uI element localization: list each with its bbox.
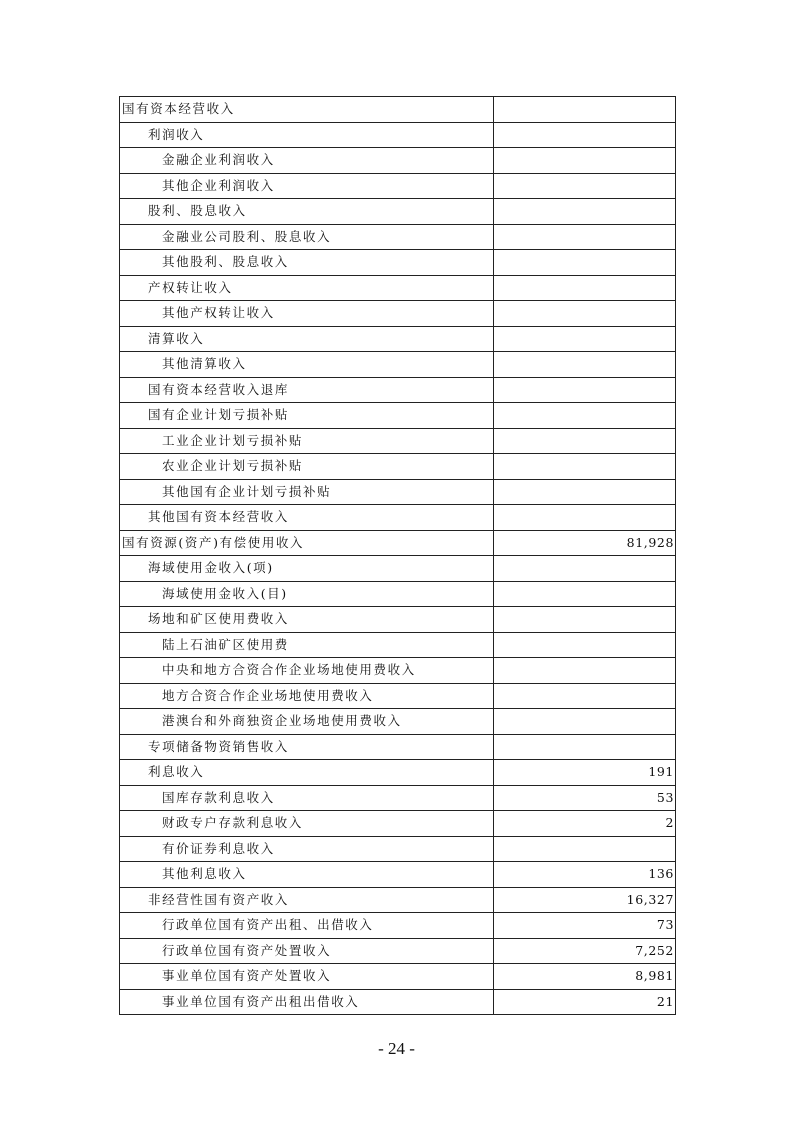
item-name-cell: 利润收入 (120, 122, 494, 148)
amount-cell (494, 734, 676, 760)
amount-cell (494, 428, 676, 454)
table-row (120, 224, 676, 250)
table-row (120, 301, 676, 327)
item-name-cell: 行政单位国有资产处置收入 (120, 938, 494, 964)
item-name-cell: 国有资源(资产)有偿使用收入 (120, 530, 494, 556)
budget-table (119, 96, 676, 1015)
amount-cell (494, 403, 676, 429)
item-name-cell: 其他国有企业计划亏损补贴 (120, 479, 494, 505)
table-row (120, 454, 676, 480)
item-name-cell: 金融企业利润收入 (120, 148, 494, 174)
item-name-cell: 农业企业计划亏损补贴 (120, 454, 494, 480)
table-row (120, 709, 676, 735)
table-row (120, 148, 676, 174)
item-name-cell: 事业单位国有资产出租出借收入 (120, 989, 494, 1015)
table-row (120, 530, 676, 556)
table-row (120, 505, 676, 531)
amount-cell (494, 683, 676, 709)
amount-cell: 136 (494, 862, 676, 888)
item-name-cell: 有价证券利息收入 (120, 836, 494, 862)
budget-table-body (120, 97, 676, 1015)
item-name-cell: 国库存款利息收入 (120, 785, 494, 811)
table-row (120, 862, 676, 888)
amount-cell (494, 377, 676, 403)
amount-cell (494, 709, 676, 735)
amount-cell (494, 556, 676, 582)
table-row (120, 275, 676, 301)
item-name-cell: 国有企业计划亏损补贴 (120, 403, 494, 429)
table-row (120, 403, 676, 429)
amount-cell: 21 (494, 989, 676, 1015)
amount-cell: 16,327 (494, 887, 676, 913)
item-name-cell: 海域使用金收入(目) (120, 581, 494, 607)
table-row (120, 887, 676, 913)
table-row (120, 989, 676, 1015)
item-name-cell: 港澳台和外商独资企业场地使用费收入 (120, 709, 494, 735)
item-name-cell: 其他清算收入 (120, 352, 494, 378)
amount-cell (494, 581, 676, 607)
amount-cell: 53 (494, 785, 676, 811)
item-name-cell: 利息收入 (120, 760, 494, 786)
amount-cell (494, 199, 676, 225)
table-row (120, 173, 676, 199)
item-name-cell: 国有资本经营收入 (120, 97, 494, 123)
item-name-cell: 场地和矿区使用费收入 (120, 607, 494, 633)
item-name-cell: 国有资本经营收入退库 (120, 377, 494, 403)
item-name-cell: 行政单位国有资产出租、出借收入 (120, 913, 494, 939)
item-name-cell: 地方合资合作企业场地使用费收入 (120, 683, 494, 709)
item-name-cell: 清算收入 (120, 326, 494, 352)
table-row (120, 938, 676, 964)
amount-cell (494, 275, 676, 301)
table-row (120, 352, 676, 378)
amount-cell (494, 148, 676, 174)
table-row (120, 836, 676, 862)
item-name-cell: 其他国有资本经营收入 (120, 505, 494, 531)
table-row (120, 811, 676, 837)
table-row (120, 377, 676, 403)
amount-cell (494, 607, 676, 633)
table-row (120, 250, 676, 276)
table-row (120, 581, 676, 607)
item-name-cell: 其他产权转让收入 (120, 301, 494, 327)
item-name-cell: 专项储备物资销售收入 (120, 734, 494, 760)
amount-cell (494, 505, 676, 531)
page-number: - 24 - (378, 1039, 415, 1058)
amount-cell (494, 326, 676, 352)
amount-cell (494, 97, 676, 123)
table-row (120, 913, 676, 939)
table-row (120, 607, 676, 633)
table-row (120, 122, 676, 148)
amount-cell (494, 658, 676, 684)
table-row (120, 760, 676, 786)
table-row (120, 683, 676, 709)
item-name-cell: 其他利息收入 (120, 862, 494, 888)
item-name-cell: 海域使用金收入(项) (120, 556, 494, 582)
table-row (120, 556, 676, 582)
item-name-cell: 非经营性国有资产收入 (120, 887, 494, 913)
amount-cell (494, 454, 676, 480)
amount-cell: 81,928 (494, 530, 676, 556)
amount-cell (494, 173, 676, 199)
table-row (120, 199, 676, 225)
amount-cell: 191 (494, 760, 676, 786)
item-name-cell: 产权转让收入 (120, 275, 494, 301)
amount-cell: 7,252 (494, 938, 676, 964)
table-row (120, 326, 676, 352)
item-name-cell: 其他股利、股息收入 (120, 250, 494, 276)
amount-cell (494, 479, 676, 505)
item-name-cell: 陆上石油矿区使用费 (120, 632, 494, 658)
amount-cell (494, 250, 676, 276)
amount-cell: 8,981 (494, 964, 676, 990)
item-name-cell: 财政专户存款利息收入 (120, 811, 494, 837)
amount-cell (494, 352, 676, 378)
amount-cell (494, 224, 676, 250)
item-name-cell: 事业单位国有资产处置收入 (120, 964, 494, 990)
item-name-cell: 中央和地方合资合作企业场地使用费收入 (120, 658, 494, 684)
item-name-cell: 股利、股息收入 (120, 199, 494, 225)
table-row (120, 97, 676, 123)
amount-cell (494, 836, 676, 862)
table-row (120, 785, 676, 811)
table-row (120, 428, 676, 454)
item-name-cell: 金融业公司股利、股息收入 (120, 224, 494, 250)
table-row (120, 632, 676, 658)
item-name-cell: 工业企业计划亏损补贴 (120, 428, 494, 454)
amount-cell (494, 301, 676, 327)
table-row (120, 734, 676, 760)
table-row (120, 964, 676, 990)
table-row (120, 658, 676, 684)
item-name-cell: 其他企业利润收入 (120, 173, 494, 199)
amount-cell: 2 (494, 811, 676, 837)
amount-cell (494, 122, 676, 148)
amount-cell: 73 (494, 913, 676, 939)
amount-cell (494, 632, 676, 658)
table-row (120, 479, 676, 505)
